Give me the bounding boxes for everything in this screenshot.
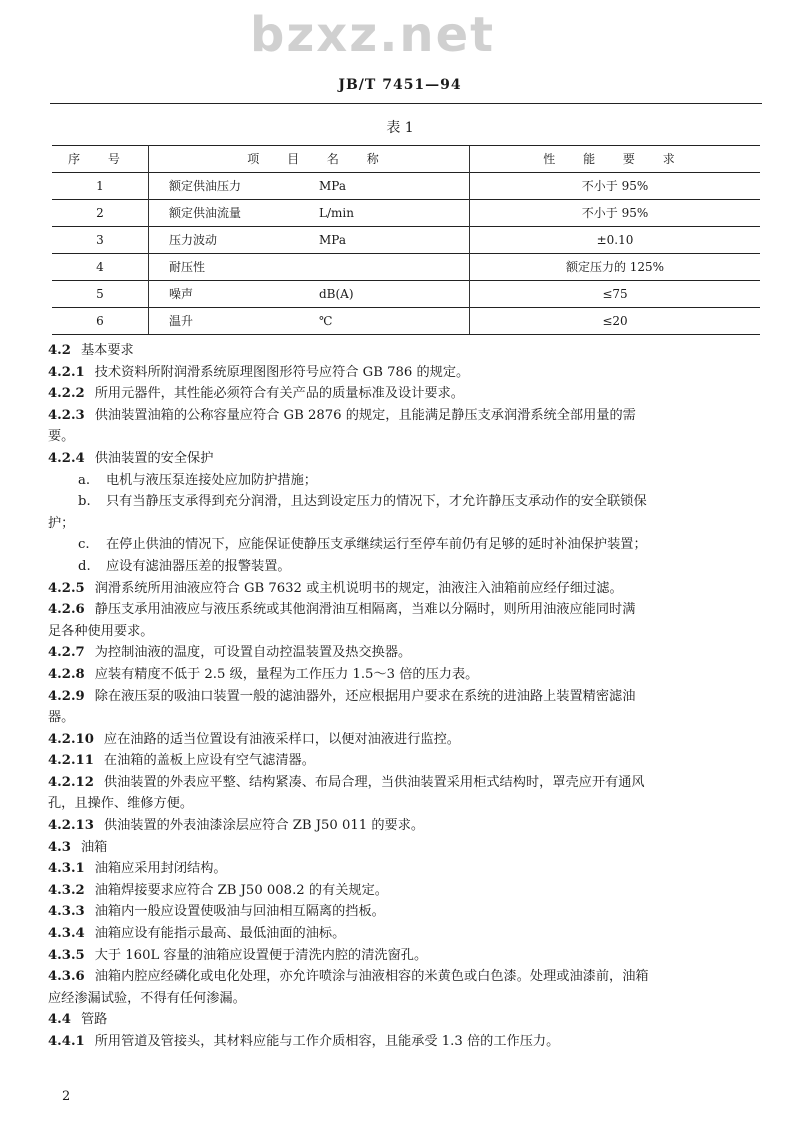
clause-line [48,513,763,535]
row-unit: ℃ [319,308,470,335]
clause-text: 电机与液压泵连接处应加防护措施； [106,472,317,488]
clause [48,448,763,470]
clause-text: 大于 160L 容量的油箱应设置便于清洗内腔的清洗窗孔。 [94,947,428,963]
clause-number: 4.3.1 [48,861,85,877]
clause [48,815,763,837]
clause-text: 供油装置的外表应平整、结构紧凑、布局合理，当供油装置采用柜式结构时，罩壳应开有通风 [103,774,645,790]
clause-line [78,556,763,578]
clause-text: 护； [48,515,75,531]
row-number: 6 [52,308,149,335]
clause [48,642,763,664]
row-unit: L/min [319,200,470,227]
row-item-name: 温升 [149,308,320,335]
clause-text: 器。 [48,710,75,726]
clause-number: c. [78,537,90,553]
clause-line [48,923,763,945]
clause-text: 油箱内一般应设置使吸油与回油相互隔离的挡板。 [94,904,385,920]
clause-line [48,1031,763,1053]
clause-text: 应装有精度不低于 2.5 级，量程为工作压力 1.5～3 倍的压力表。 [94,666,479,682]
clause-text: 应设有滤油器压差的报警装置。 [106,558,291,574]
row-number: 4 [52,254,149,281]
clause [48,923,763,945]
list-item [48,470,763,492]
row-requirement: ±0.10 [470,227,761,254]
clause [48,966,763,1009]
clause-text: 为控制油液的温度，可设置自动控温装置及热交换器。 [94,645,412,661]
clause-number: 4.2.8 [48,666,85,682]
clause-number: 4.4.1 [48,1034,85,1049]
clause-text: 润滑系统所用油液应符合 GB 7632 或主机说明书的规定，油液注入油箱前应经仔细过滤。 [94,580,623,596]
row-item-name: 噪声 [149,281,320,308]
clause [48,362,763,384]
clause-number: 4.2.3 [48,407,85,423]
header-requirement: 性 能 要 求 [470,146,761,173]
clause-number: 4.2.13 [48,818,94,834]
clause-line [48,837,763,859]
clause-line [48,664,763,686]
header-no: 序 号 [52,146,149,173]
clause-number: 4.2.5 [48,580,85,596]
clause-line [48,772,763,794]
clause-text: 油箱内腔应经磷化或电化处理，亦允许喷涂与油液相容的米黄色或白色漆。处理或油漆前，油箱 [94,969,649,985]
clause-text: 油箱应采用封闭结构。 [94,861,227,877]
clause-line [48,448,763,470]
table-header-row [52,146,760,173]
clause [48,945,763,967]
clause-number: 4.2.11 [48,753,94,769]
clause-text: 除在液压泵的吸油口装置一般的滤油器外，还应根据用户要求在系统的进油路上装置精密滤油 [94,688,636,704]
row-number: 2 [52,200,149,227]
clause [48,340,763,362]
header-item: 项 目 名 称 [149,146,470,173]
watermark-logo: bzxz.net [250,7,496,63]
clause [48,772,763,815]
clause-text: 应在油路的适当位置设有油液采样口，以便对油液进行监控。 [103,731,460,747]
clause-number: 4.4 [48,1012,71,1028]
clause-line [48,707,763,729]
clause [48,901,763,923]
document-code-header: JB/T 7451—94 [338,77,462,93]
table-row [52,200,760,227]
clause-text: 所用管道及管接头，其材料应能与工作介质相容，且能承受 1.3 倍的工作压力。 [94,1034,560,1049]
clause [48,1031,763,1053]
row-item-name: 额定供油压力 [149,173,320,200]
row-item-name: 耐压性 [149,254,320,281]
clause [48,599,763,642]
clause-text: 应经渗漏试验，不得有任何渗漏。 [48,990,246,1006]
clause-line [48,621,763,643]
row-number: 5 [52,281,149,308]
clause-text: 只有当静压支承得到充分润滑，且达到设定压力的情况下，才允许静压支承动作的安全联锁保 [106,494,647,510]
row-unit: dB(A) [319,281,470,308]
clause-text: 静压支承用油液应与液压系统或其他润滑油互相隔离，当难以分隔时，则所用油液应能同时满 [94,602,636,618]
clause-line [48,578,763,600]
list-item [48,534,763,556]
clause-line [48,642,763,664]
clause-line [48,686,763,708]
clause-line [78,534,763,556]
clause-line [48,750,763,772]
clause [48,578,763,600]
clause-number: 4.2.12 [48,774,94,790]
clause-number: 4.2 [48,343,71,358]
clause [48,858,763,880]
row-unit [319,254,470,281]
clause-text: 基本要求 [80,343,134,358]
clause-number: 4.2.1 [48,364,85,380]
row-requirement: 不小于 95% [470,173,761,200]
clause-line [48,858,763,880]
clause-line [48,383,763,405]
performance-table [52,145,760,335]
table-title: 表 1 [386,120,414,136]
row-requirement: 额定压力的 125% [470,254,761,281]
clause-text: 油箱焊接要求应符合 ZB J50 008.2 的有关规定。 [94,882,388,898]
clause-number: 4.2.2 [48,386,85,402]
table-row [52,227,760,254]
clause-number: 4.2.7 [48,645,85,661]
row-item-name: 额定供油流量 [149,200,320,227]
table-row [52,281,760,308]
clause [48,1009,763,1031]
clause-number: 4.3.6 [48,969,85,985]
clause-line [78,470,763,492]
clause-number: 4.3.4 [48,926,85,942]
row-number: 3 [52,227,149,254]
clause-text: 所用元器件，其性能必须符合有关产品的质量标准及设计要求。 [94,386,464,402]
row-requirement: ≤75 [470,281,761,308]
clause [48,729,763,751]
clause-line [48,901,763,923]
clause [48,383,763,405]
clause-number: b. [78,494,91,510]
clause-number: 4.2.10 [48,731,94,747]
clause-line [48,599,763,621]
clause-text: 孔，且操作、维修方便。 [48,796,194,812]
clause-number: 4.2.6 [48,602,85,618]
clause-number: 4.2.9 [48,688,85,704]
list-item [48,556,763,578]
clause-line [48,340,763,362]
table-row [52,308,760,335]
clause-text: 油箱 [80,839,108,855]
list-item [48,491,763,534]
clause [48,837,763,859]
clause-line [48,1009,763,1031]
clause-number: a. [78,472,91,488]
row-requirement: ≤20 [470,308,761,335]
clause [48,686,763,729]
clause-text: 要。 [48,429,75,445]
header-rule [50,103,762,104]
clause-text: 在油箱的盖板上应设有空气滤清器。 [103,753,315,769]
clause-line [48,815,763,837]
row-item-name: 压力波动 [149,227,320,254]
clause-number: 4.2.4 [48,450,85,466]
row-unit: MPa [319,173,470,200]
clause-line [48,405,763,427]
clause-number: 4.3 [48,839,71,855]
row-requirement: 不小于 95% [470,200,761,227]
clause-number: 4.3.3 [48,904,85,920]
clause-text: 供油装置的安全保护 [94,450,214,466]
document-body [48,340,763,1053]
clause-line [48,988,763,1010]
clause [48,880,763,902]
clause-line [48,729,763,751]
table-row [52,254,760,281]
clause-text: 技术资料所附润滑系统原理图图形符号应符合 GB 786 的规定。 [94,364,470,380]
table-row [52,173,760,200]
page-number: 2 [62,1089,71,1104]
clause-text: 在停止供油的情况下，应能保证使静压支承继续运行至停车前仍有足够的延时补油保护装置； [106,537,647,553]
clause-text: 管路 [80,1012,108,1028]
clause-number: 4.3.2 [48,882,85,898]
row-unit: MPa [319,227,470,254]
clause-text: 足各种使用要求。 [48,623,154,639]
clause-line [48,426,763,448]
clause-number: 4.3.5 [48,947,85,963]
clause [48,750,763,772]
clause-line [78,491,763,513]
clause-line [48,793,763,815]
clause-text: 供油装置油箱的公称容量应符合 GB 2876 的规定，且能满足静压支承润滑系统全部用量的需 [94,407,636,423]
clause-line [48,880,763,902]
clause-line [48,362,763,384]
clause-line [48,945,763,967]
clause-line [48,966,763,988]
clause [48,405,763,448]
clause-text: 供油装置的外表油漆涂层应符合 ZB J50 011 的要求。 [103,818,425,834]
row-number: 1 [52,173,149,200]
clause-text: 油箱应设有能指示最高、最低油面的油标。 [94,926,346,942]
clause [48,664,763,686]
clause-number: d. [78,558,91,574]
